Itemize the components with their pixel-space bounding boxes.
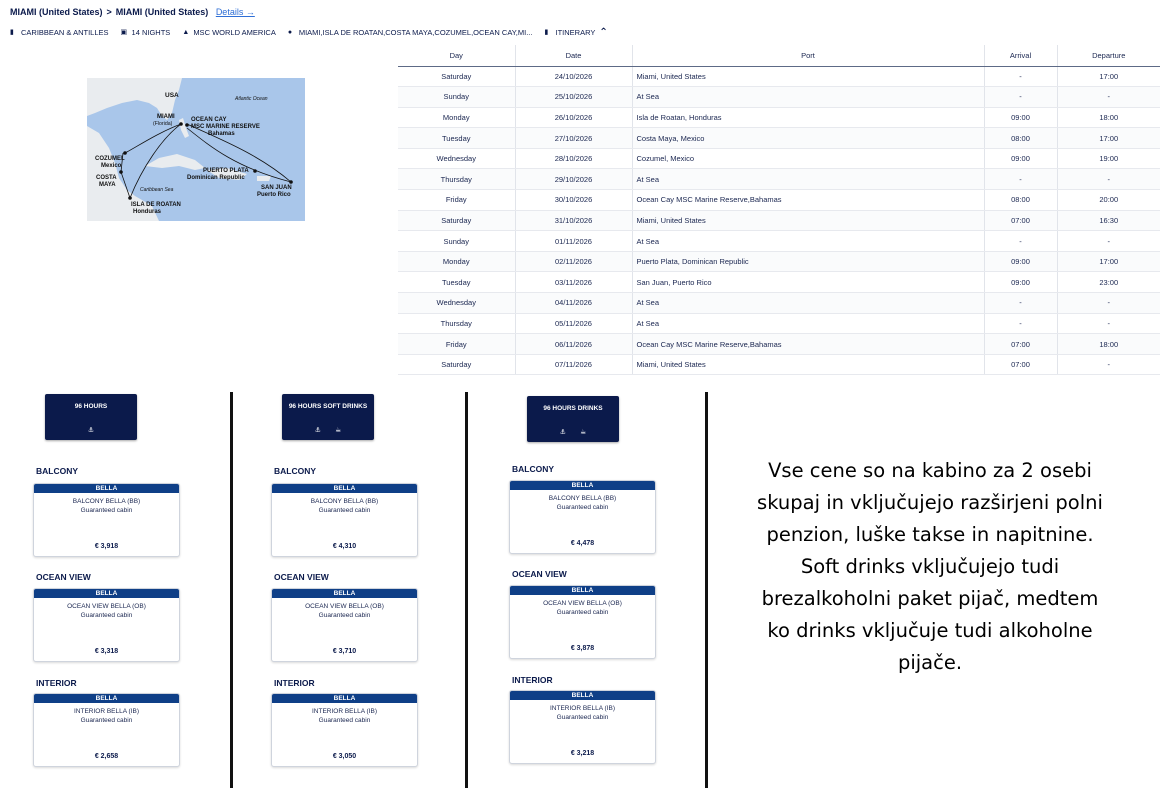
package-tile[interactable] — [45, 394, 137, 440]
cabin-price-card[interactable] — [33, 693, 180, 767]
cabin-category-heading: INTERIOR — [36, 678, 77, 688]
cabin-name: INTERIOR BELLA (IB) — [73, 708, 140, 715]
cabin-category-heading: OCEAN VIEW — [512, 569, 567, 579]
cell-departure: 17:00 — [1057, 128, 1160, 149]
cabin-guarantee: Guaranteed cabin — [556, 714, 609, 721]
port-marker-miami — [179, 122, 183, 126]
cell-port: Miami, United States — [632, 66, 984, 87]
cabin-price-card[interactable] — [33, 588, 180, 662]
cabin-tag: BELLA — [272, 484, 417, 493]
cell-arrival: 09:00 — [984, 107, 1057, 128]
cabin-price: € 3,918 — [94, 543, 119, 550]
package-title: 96 HOURS DRINKS — [543, 405, 603, 412]
cell-port: San Juan, Puerto Rico — [632, 272, 984, 293]
cell-departure: - — [1057, 87, 1160, 108]
cell-port: At Sea — [632, 313, 984, 334]
cell-arrival: 07:00 — [984, 354, 1057, 375]
cell-arrival: - — [984, 313, 1057, 334]
meta-ports — [288, 28, 533, 37]
cell-day: Tuesday — [398, 128, 515, 149]
map-label-puerto-plata: PUERTO PLATA — [203, 168, 249, 174]
cabin-name: OCEAN VIEW BELLA (OB) — [305, 603, 384, 610]
cell-port: At Sea — [632, 293, 984, 314]
cabin-guarantee: Guaranteed cabin — [80, 612, 133, 619]
cabin-tag: BELLA — [272, 589, 417, 598]
cabin-name: BALCONY BELLA (BB) — [72, 498, 141, 505]
cabin-category-heading: BALCONY — [512, 464, 555, 474]
cell-date: 30/10/2026 — [515, 190, 632, 211]
cabin-category-heading: BALCONY — [274, 466, 317, 476]
map-label-bahamas: Bahamas — [208, 131, 235, 137]
column-divider — [705, 392, 708, 788]
table-row — [398, 190, 1160, 211]
meta-nights — [121, 28, 171, 37]
route-map — [87, 78, 305, 221]
itinerary-header-row — [398, 45, 1160, 66]
drinks-icon: ☕ — [335, 427, 342, 434]
cell-day: Monday — [398, 251, 515, 272]
table-row — [398, 354, 1160, 375]
cell-port: Isla de Roatan, Honduras — [632, 107, 984, 128]
port-marker-roatan — [128, 196, 132, 200]
location-pin-icon: ● — [287, 29, 293, 36]
cell-day: Saturday — [398, 66, 515, 87]
package-title: 96 HOURS SOFT DRINKS — [288, 403, 368, 410]
map-label-roatan: ISLA DE ROATAN — [131, 202, 181, 208]
cabin-name: BALCONY BELLA (BB) — [548, 495, 617, 502]
pricing-note: Vse cene so na kabino za 2 osebi skupaj in vključujejo razširjeni polni penzion, luške takse in napitnine. Soft drinks vključujejo tudi brezalkoholni paket pijač, medtem ko drinks vključuje tudi alkoholne pijače. — [757, 459, 1103, 674]
itinerary-table — [398, 45, 1160, 375]
ship-icon: ⚓ — [87, 427, 95, 434]
table-row — [398, 231, 1160, 252]
package-tile[interactable] — [282, 394, 374, 440]
cabin-tag: BELLA — [510, 691, 655, 700]
col-arrival: Arrival — [984, 45, 1057, 66]
cabin-price-card[interactable] — [271, 693, 418, 767]
cabin-price-card[interactable] — [33, 483, 180, 557]
cell-arrival: - — [984, 87, 1057, 108]
cell-departure: 17:00 — [1057, 66, 1160, 87]
cell-day: Sunday — [398, 231, 515, 252]
meta-region-text: CARIBBEAN & ANTILLES — [21, 28, 109, 37]
cell-arrival: 07:00 — [984, 210, 1057, 231]
cell-departure: - — [1057, 354, 1160, 375]
breadcrumb-separator: > — [106, 7, 112, 17]
cell-arrival: 08:00 — [984, 190, 1057, 211]
map-label-mexico: Mexico — [101, 163, 122, 169]
cabin-price: € 3,050 — [332, 753, 357, 760]
cell-arrival: 09:00 — [984, 272, 1057, 293]
cell-departure: 18:00 — [1057, 107, 1160, 128]
cell-departure: - — [1057, 231, 1160, 252]
cell-date: 02/11/2026 — [515, 251, 632, 272]
meta-ship — [182, 28, 276, 37]
cell-arrival: - — [984, 231, 1057, 252]
cabin-price: € 2,658 — [94, 753, 119, 760]
table-row — [398, 251, 1160, 272]
ship-icon: ⚓ — [559, 429, 566, 436]
cabin-name: OCEAN VIEW BELLA (OB) — [67, 603, 146, 610]
cabin-price-card[interactable] — [509, 480, 656, 554]
cell-port: Cozumel, Mexico — [632, 148, 984, 169]
cell-departure: 17:00 — [1057, 251, 1160, 272]
region-icon: ▮ — [10, 29, 14, 36]
cell-arrival: - — [984, 66, 1057, 87]
cabin-guarantee: Guaranteed cabin — [318, 507, 371, 514]
cell-arrival: - — [984, 293, 1057, 314]
cell-date: 26/10/2026 — [515, 107, 632, 128]
cell-day: Thursday — [398, 313, 515, 334]
cruise-meta-bar — [10, 27, 620, 38]
cell-date: 06/11/2026 — [515, 334, 632, 355]
table-row — [398, 107, 1160, 128]
table-row — [398, 148, 1160, 169]
map-label-ocean-cay: OCEAN CAY — [191, 117, 227, 123]
cell-departure: 18:00 — [1057, 334, 1160, 355]
calendar-icon: ▣ — [120, 29, 128, 36]
cell-date: 05/11/2026 — [515, 313, 632, 334]
cell-date: 28/10/2026 — [515, 148, 632, 169]
cell-date: 03/11/2026 — [515, 272, 632, 293]
cabin-price: € 3,878 — [570, 645, 595, 652]
cabin-price: € 3,710 — [332, 648, 357, 655]
table-row — [398, 313, 1160, 334]
cell-departure: 19:00 — [1057, 148, 1160, 169]
port-marker-san-juan — [289, 180, 293, 184]
col-day: Day — [398, 45, 515, 66]
table-row — [398, 334, 1160, 355]
chevron-up-icon: ⌃ — [599, 27, 608, 38]
cell-day: Saturday — [398, 354, 515, 375]
package-title: 96 HOURS — [74, 403, 108, 410]
map-label-msc-reserve: MSC MARINE RESERVE — [191, 124, 260, 130]
cabin-category-heading: OCEAN VIEW — [36, 572, 91, 582]
table-row — [398, 293, 1160, 314]
cabin-tag: BELLA — [34, 484, 179, 493]
cell-date: 24/10/2026 — [515, 66, 632, 87]
port-marker-costa-maya — [119, 170, 123, 174]
cabin-category-heading: INTERIOR — [512, 675, 553, 685]
cell-day: Friday — [398, 190, 515, 211]
cell-port: At Sea — [632, 231, 984, 252]
meta-ports-text: MIAMI,ISLA DE ROATAN,COSTA MAYA,COZUMEL,OCEAN CAY,MI... — [298, 28, 533, 37]
cell-date: 04/11/2026 — [515, 293, 632, 314]
cabin-guarantee: Guaranteed cabin — [556, 609, 609, 616]
cell-port: Ocean Cay MSC Marine Reserve,Bahamas — [632, 190, 984, 211]
table-row — [398, 169, 1160, 190]
cabin-tag: BELLA — [510, 481, 655, 490]
cabin-name: BALCONY BELLA (BB) — [310, 498, 379, 505]
package-icons — [45, 426, 137, 434]
col-departure: Departure — [1057, 45, 1160, 66]
cabin-name: INTERIOR BELLA (IB) — [549, 705, 616, 712]
col-port: Port — [632, 45, 984, 66]
cabin-price-card[interactable] — [509, 585, 656, 659]
cell-port: Puerto Plata, Dominican Republic — [632, 251, 984, 272]
map-label-puerto-rico: Puerto Rico — [257, 192, 291, 198]
cell-port: Ocean Cay MSC Marine Reserve,Bahamas — [632, 334, 984, 355]
package-icons — [282, 426, 374, 434]
cabin-price: € 3,318 — [94, 648, 119, 655]
ship-icon: ⚓ — [314, 427, 321, 434]
map-label-miami-sub: (Florida) — [153, 121, 173, 127]
table-row — [398, 87, 1160, 108]
meta-region — [10, 28, 109, 37]
cell-day: Friday — [398, 334, 515, 355]
breadcrumb — [10, 7, 255, 17]
cabin-price-card[interactable] — [271, 483, 418, 557]
map-land-puerto-rico — [257, 176, 271, 181]
cabin-category-heading: BALCONY — [36, 466, 79, 476]
package-tile[interactable] — [527, 396, 619, 442]
cabin-price-card[interactable] — [271, 588, 418, 662]
cell-date: 29/10/2026 — [515, 169, 632, 190]
map-label-usa: USA — [165, 92, 179, 99]
cell-day: Sunday — [398, 87, 515, 108]
cabin-name: OCEAN VIEW BELLA (OB) — [543, 600, 622, 607]
cell-port: Miami, United States — [632, 210, 984, 231]
cell-arrival: - — [984, 169, 1057, 190]
cell-day: Wednesday — [398, 148, 515, 169]
column-divider — [465, 392, 468, 788]
port-marker-puerto-plata — [253, 169, 257, 173]
cell-port: At Sea — [632, 87, 984, 108]
map-label-maya: MAYA — [99, 182, 116, 188]
cell-departure: - — [1057, 313, 1160, 334]
port-marker-cozumel — [123, 151, 127, 155]
cell-date: 31/10/2026 — [515, 210, 632, 231]
cell-arrival: 09:00 — [984, 148, 1057, 169]
cabin-price: € 4,478 — [570, 540, 595, 547]
drinks-icon: ☕ — [580, 429, 587, 436]
cabin-category-heading: INTERIOR — [274, 678, 315, 688]
cell-port: Miami, United States — [632, 354, 984, 375]
cabin-guarantee: Guaranteed cabin — [318, 612, 371, 619]
table-row — [398, 210, 1160, 231]
cell-arrival: 07:00 — [984, 334, 1057, 355]
map-label-costa: COSTA — [96, 175, 117, 181]
cell-arrival: 09:00 — [984, 251, 1057, 272]
table-row — [398, 128, 1160, 149]
cell-date: 01/11/2026 — [515, 231, 632, 252]
cell-day: Monday — [398, 107, 515, 128]
cabin-guarantee: Guaranteed cabin — [80, 717, 133, 724]
cabin-price: € 4,310 — [332, 543, 357, 550]
column-divider — [230, 392, 233, 788]
cell-departure: - — [1057, 169, 1160, 190]
cell-departure: - — [1057, 293, 1160, 314]
cabin-guarantee: Guaranteed cabin — [318, 717, 371, 724]
map-label-san-juan: SAN JUAN — [261, 185, 292, 191]
cell-day: Wednesday — [398, 293, 515, 314]
package-icons — [527, 428, 619, 436]
cabin-tag: BELLA — [34, 694, 179, 703]
cabin-name: INTERIOR BELLA (IB) — [311, 708, 378, 715]
table-row — [398, 66, 1160, 87]
cabin-tag: BELLA — [510, 586, 655, 595]
cell-date: 27/10/2026 — [515, 128, 632, 149]
map-label-atlantic: Atlantic Ocean — [235, 96, 268, 102]
meta-ship-text: MSC WORLD AMERICA — [193, 28, 276, 37]
details-link[interactable]: Details → — [215, 7, 255, 17]
cell-date: 25/10/2026 — [515, 87, 632, 108]
map-label-caribbean: Caribbean Sea — [140, 187, 174, 193]
cabin-tag: BELLA — [272, 694, 417, 703]
cabin-guarantee: Guaranteed cabin — [80, 507, 133, 514]
cell-port: Costa Maya, Mexico — [632, 128, 984, 149]
cell-port: At Sea — [632, 169, 984, 190]
map-label-dominican: Dominican Republic — [187, 175, 245, 181]
cabin-guarantee: Guaranteed cabin — [556, 504, 609, 511]
map-label-cozumel: COZUMEL — [95, 156, 125, 162]
departure-port: MIAMI (United States) — [10, 7, 103, 17]
cell-departure: 23:00 — [1057, 272, 1160, 293]
map-label-honduras: Honduras — [133, 209, 162, 215]
ship-icon: ▲ — [182, 29, 190, 36]
cell-day: Thursday — [398, 169, 515, 190]
cell-arrival: 08:00 — [984, 128, 1057, 149]
col-date: Date — [515, 45, 632, 66]
meta-nights-text: 14 NIGHTS — [131, 28, 171, 37]
cell-day: Tuesday — [398, 272, 515, 293]
itinerary-icon: ▮ — [544, 29, 549, 36]
cell-departure: 16:30 — [1057, 210, 1160, 231]
cell-departure: 20:00 — [1057, 190, 1160, 211]
cabin-tag: BELLA — [34, 589, 179, 598]
port-marker-ocean-cay — [185, 123, 189, 127]
map-label-miami: MIAMI — [157, 114, 175, 120]
itinerary-toggle-label: ITINERARY — [555, 28, 596, 37]
cell-date: 07/11/2026 — [515, 354, 632, 375]
cabin-price-card[interactable] — [509, 690, 656, 764]
cabin-category-heading: OCEAN VIEW — [274, 572, 329, 582]
table-row — [398, 272, 1160, 293]
cell-day: Saturday — [398, 210, 515, 231]
cabin-price: € 3,218 — [570, 750, 595, 757]
itinerary-toggle[interactable] — [544, 27, 607, 38]
arrival-port: MIAMI (United States) — [115, 7, 209, 17]
